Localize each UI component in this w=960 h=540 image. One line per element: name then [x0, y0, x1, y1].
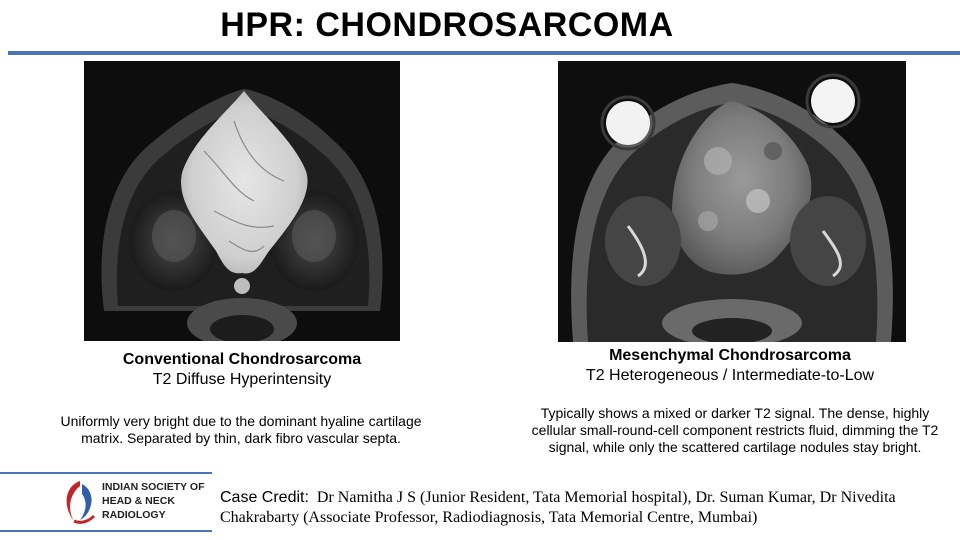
slide-title: HPR: CHONDROSARCOMA: [220, 6, 674, 44]
left-caption: [84, 350, 400, 390]
logo-emblem-icon: [60, 476, 100, 526]
case-credit: [220, 488, 955, 528]
case-credit-text: Dr Namitha J S (Junior Resident, Tata Memorial hospital), Dr. Suman Kumar, Dr Nivedita Chakrabarty (Associate Professor, Radiodiagnosis, Tata Memorial Centre, Mumbai): [220, 489, 896, 526]
mri-axial-t2-conventional-image: [84, 61, 400, 341]
left-caption-subtitle: T2 Diffuse Hyperintensity: [152, 371, 332, 388]
footer-divider-top: [0, 472, 212, 474]
right-caption-subtitle: T2 Heterogeneous / Intermediate-to-Low: [585, 367, 875, 384]
mri-axial-t2-mesenchymal-image: [558, 61, 906, 342]
title-divider: [8, 51, 960, 55]
right-caption-title: Mesenchymal Chondrosarcoma: [609, 347, 851, 364]
logo-line-3: RADIOLOGY: [102, 509, 166, 521]
right-description: Typically shows a mixed or darker T2 signal. The dense, highly cellular small-round-cell component restricts fluid, dimming the T2 signal, while only the scattered cartilage nodules stay bright.: [531, 405, 939, 455]
logo-line-1: INDIAN SOCIETY OF: [102, 481, 205, 493]
right-caption: [520, 346, 940, 386]
footer-divider-bottom: [0, 530, 212, 532]
left-description: Uniformly very bright due to the dominant hyaline cartilage matrix. Separated by thin, dark fibro vascular septa.: [60, 413, 422, 446]
case-credit-label: Case Credit:: [220, 489, 309, 506]
logo-line-2: HEAD & NECK: [102, 495, 175, 507]
society-logo-icon: [60, 476, 210, 526]
left-caption-title: Conventional Chondrosarcoma: [122, 351, 362, 368]
